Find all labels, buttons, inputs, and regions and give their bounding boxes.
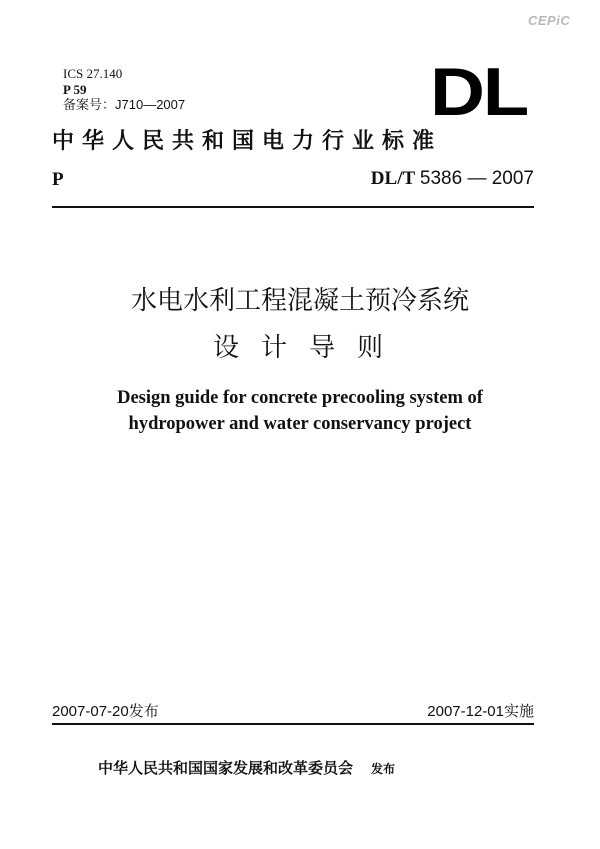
publisher <box>98 757 395 778</box>
footer-divider <box>52 723 534 725</box>
cepic-watermark: CEPiC <box>528 13 571 28</box>
implementation-date: 2007-12-01实施 <box>427 703 534 720</box>
publisher-suffix: 发布 <box>371 762 396 776</box>
chinese-title-line-1: 水电水利工程混凝土预冷系统 <box>130 286 469 316</box>
publisher-name: 中华人民共和国国家发展和改革委员会 <box>98 759 354 777</box>
english-title-line-1: Design guide for concrete precooling system of <box>117 388 483 408</box>
standard-number <box>371 168 534 190</box>
issue-date: 2007-07-20发布 <box>52 703 159 720</box>
english-title-line-2: hydropower and water conservancy project <box>128 414 472 434</box>
dl-logo: DL <box>430 54 528 130</box>
standard-number-prefix: DL/T <box>370 168 416 189</box>
classification-code: P 59 <box>63 82 87 97</box>
ics-code: ICS 27.140 <box>63 66 123 81</box>
header-divider <box>52 206 534 208</box>
standard-number-value: 5386 — 2007 <box>419 168 534 189</box>
chinese-title-line-2: 设计导则 <box>212 333 405 363</box>
record-number: 备案号：J710—2007 <box>63 97 186 112</box>
category-letter: P <box>52 169 64 190</box>
standard-type-heading: 中华人民共和国电力行业标准 <box>52 128 443 154</box>
